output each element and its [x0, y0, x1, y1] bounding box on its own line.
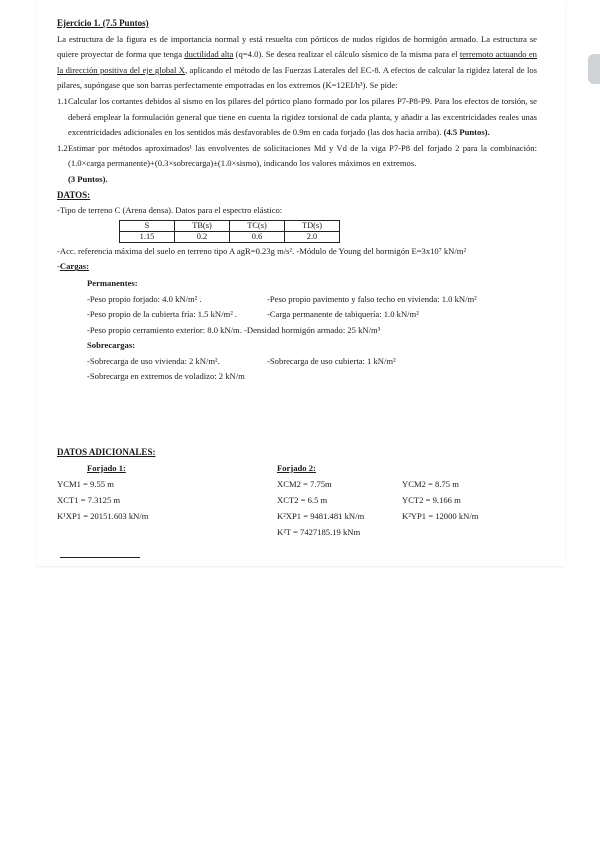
sobrecargas-row-1: [57, 354, 537, 370]
perm-tabiqueria: -Carga permanente de tabiquería: 1.0 kN/m²: [267, 309, 419, 320]
f2-kt: K²T = 7427185.19 kNm: [277, 526, 361, 537]
spectrum-header-row: [120, 220, 340, 231]
intro-ductilidad: ductilidad alta: [184, 49, 234, 60]
item-1-1: [57, 94, 537, 141]
intro-text-1: La estructura de la figura es de importancia normal y está resuelta con pórticos de nudos rígidos de hormigón armado. La estructura se quiere proyectar de forma que tenga: [57, 33, 537, 60]
item-1-2-body: [68, 141, 537, 172]
spec-header-td: TD(s): [285, 220, 340, 231]
grid-empty-1: [402, 461, 532, 476]
spec-value-td: 2.0: [285, 231, 340, 242]
sobrecargas-heading: Sobrecargas:: [87, 340, 136, 351]
f2-yct: YCT2 = 9.166 m: [402, 494, 461, 505]
spec-header-tb: TB(s): [175, 220, 230, 231]
perm-cubierta: -Peso propio de la cubierta fría: 1.5 kN/m² .: [87, 309, 238, 320]
f2-kyp: K²YP1 = 12000 kN/m: [402, 510, 479, 521]
item-1-1-body: [68, 94, 537, 141]
f2-xcm: XCM2 = 7.75m: [277, 478, 332, 489]
item-1-2-number: 1.2: [57, 142, 68, 153]
perm-cerramiento: -Peso propio cerramiento exterior: 8.0 kN/m. -Densidad hormigón armado: 25 kN/m³: [87, 324, 381, 335]
intro-paragraph: [57, 32, 537, 94]
f1-ycm: YCM1 = 9.55 m: [57, 478, 114, 489]
footnote-rule: [60, 557, 140, 558]
perm-forjado: -Peso propio forjado: 4.0 kN/m² .: [87, 293, 202, 304]
grid-empty-2: [57, 525, 277, 540]
terreno-text: -Tipo de terreno C (Arena densa). Datos para el espectro elástico:: [57, 205, 283, 216]
item-1-1-text: Calcular los cortantes debidos al sismo en los pilares del pórtico plano formado por los pilares P7-P8-P9. Para los efectos de torsión, se deberá emplear la formulación general que tiene en cuenta la rigidez torsional de cada planta, y añadir a las excentricidades reales unas excentricidades adicionales en los sentidos más desfavorables de 0.9m en cada forjado (las dos hacia arriba).: [68, 95, 537, 138]
f2-xct: XCT2 = 6.5 m: [277, 494, 328, 505]
permanentes-heading: Permanentes:: [87, 277, 138, 288]
cargas-heading: Cargas:: [59, 261, 89, 272]
forjado-2-heading: Forjado 2:: [277, 462, 316, 473]
sobrecarga-vivienda: -Sobrecarga de uso vivienda: 2 kN/m².: [87, 355, 220, 366]
sobrecarga-voladizo: -Sobrecarga en extremos de voladizo: 2 kN/m: [87, 371, 245, 382]
permanentes-row-1: [57, 292, 537, 308]
cargas-prefix: -: [57, 261, 60, 272]
datos-adicionales-grid: [57, 461, 537, 540]
forjado-1-heading: Forjado 1:: [87, 462, 126, 473]
intro-text-3: , aplicando el método de las Fuerzas Laterales del EC-8. A efectos de calcular la rigidez lateral de los pilares, supóngase que son barras perfectamente empotradas en los extremos (K=12EI/h³). Se pide:: [57, 64, 537, 91]
f1-xct: XCT1 = 7.3125 m: [57, 494, 121, 505]
document-content: [57, 16, 537, 540]
cargas-line: [57, 259, 537, 275]
f2-ycm: YCM2 = 8.75 m: [402, 478, 459, 489]
item-1-1-points: (4.5 Puntos).: [443, 127, 490, 138]
item-1-2-text: Estimar por métodos aproximados¹ las envolventes de solicitaciones Md y Vd de la viga P7-P8 del forjado 2 para la combinación: (1.0×carga permanente)+(0.3×sobrecarga)±(1.0×sismo), indicando los valores máximos en extremos.: [68, 142, 537, 169]
intro-terremoto: terremoto actuando en la dirección positiva del eje global X: [57, 49, 537, 75]
side-scroll-tab[interactable]: [588, 54, 600, 84]
exercise-title: Ejercicio 1. (7.5 Puntos): [57, 18, 149, 28]
acc-text: -Acc. referencia máxima del suelo en terreno tipo A agR=0.23g m/s². -Módulo de Young del hormigón E=3x10⁷ kN/m²: [57, 245, 467, 256]
f2-kxp: K²XP1 = 9481.481 kN/m: [277, 510, 365, 521]
spacer: [57, 385, 537, 445]
spec-value-tb: 0.2: [175, 231, 230, 242]
sobrecarga-cubierta: -Sobrecarga de uso cubierta: 1 kN/m²: [267, 355, 396, 366]
perm-pavimento: -Peso propio pavimento y falso techo en vivienda: 1.0 kN/m²: [267, 293, 477, 304]
grid-empty-3: [402, 525, 532, 540]
spectrum-table: [119, 220, 340, 243]
item-1-2: [57, 141, 537, 172]
datos-adicionales-heading: DATOS ADICIONALES:: [57, 447, 156, 458]
intro-text-2: (q=4.0). Se desea realizar el cálculo sísmico de la misma para el: [233, 49, 460, 60]
f1-kxp: K¹XP1 = 20151.603 kN/m: [57, 510, 149, 521]
item-1-1-number: 1.1: [57, 95, 68, 106]
spec-header-s: S: [120, 220, 175, 231]
datos-heading: DATOS:: [57, 189, 91, 200]
spec-value-s: 1.15: [120, 231, 175, 242]
spectrum-value-row: [120, 231, 340, 242]
spec-value-tc: 0.6: [230, 231, 285, 242]
spec-header-tc: TC(s): [230, 220, 285, 231]
permanentes-row-2: [57, 307, 537, 323]
item-1-2-points: (3 Puntos).: [68, 173, 108, 184]
